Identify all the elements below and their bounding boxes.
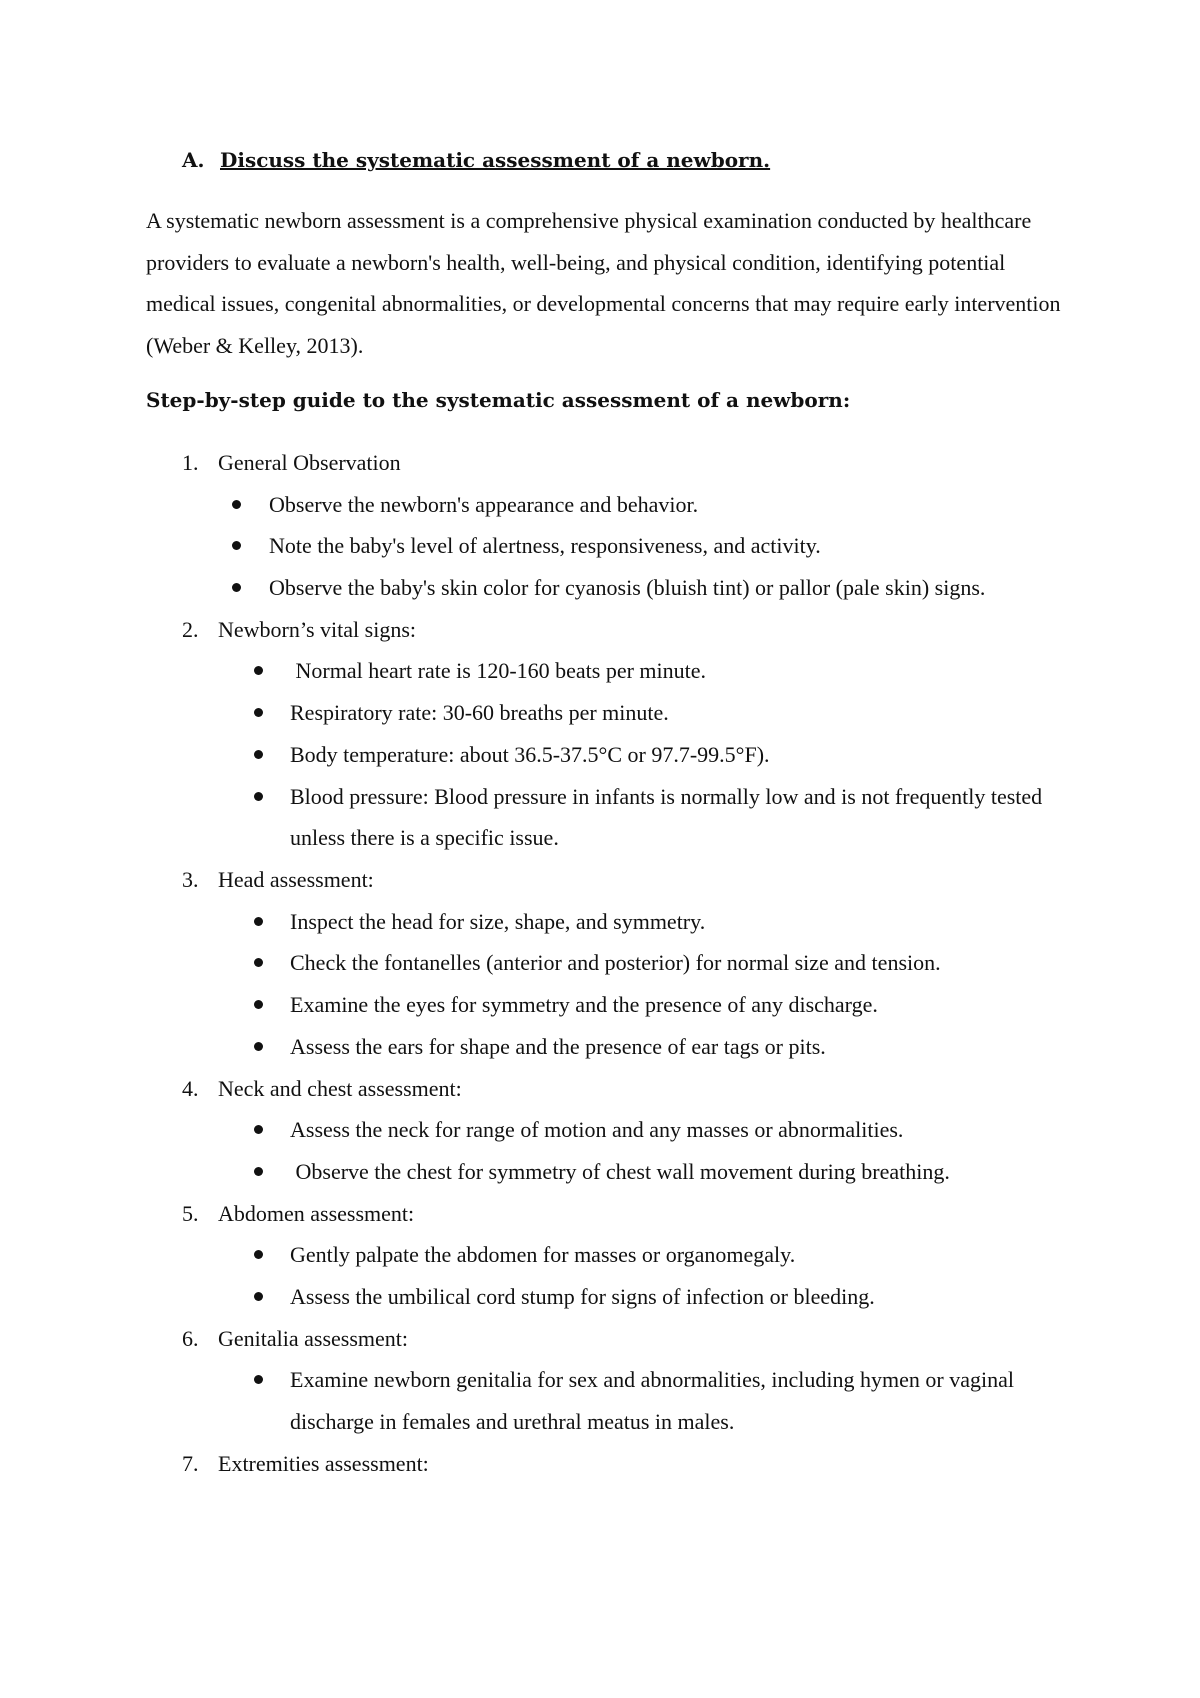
bullet-text: Examine newborn genitalia for sex and abnormalities, including hymen or vaginal discharge in females and urethral meatus in males.	[290, 1367, 1014, 1435]
bullet-item	[0, 901, 1200, 943]
step-title: Head assessment:	[218, 867, 374, 892]
section-letter: A.	[182, 148, 205, 172]
bullet-item	[0, 734, 1200, 776]
step-number: 5.	[182, 1200, 199, 1226]
bullet-text: Blood pressure: Blood pressure in infants is normally low and is not frequently tested unless there is a specific issue.	[290, 783, 1043, 851]
bullet-text: Respiratory rate: 30-60 breaths per minute.	[290, 700, 669, 726]
bullet-dot	[254, 1250, 263, 1259]
step-item	[0, 1193, 1200, 1235]
step-item	[0, 1443, 1200, 1485]
bullet-dot	[254, 1125, 263, 1134]
step-item	[0, 442, 1200, 484]
bullet-text: Normal heart rate is 120-160 beats per minute.	[290, 658, 707, 684]
bullet-dot	[254, 750, 263, 759]
bullet-text: Assess the umbilical cord stump for signs of infection or bleeding.	[290, 1283, 875, 1309]
bullet-text: Observe the chest for symmetry of chest wall movement during breathing.	[290, 1158, 950, 1184]
step-title: Extremities assessment:	[218, 1450, 429, 1476]
bullet-item	[0, 1151, 1200, 1193]
bullet-dot	[254, 1292, 263, 1301]
bullet-text: Observe the newborn's appearance and behavior.	[269, 491, 699, 517]
step-number: 3.	[182, 867, 199, 892]
bullet-item	[0, 692, 1200, 734]
bullet-item	[0, 942, 1200, 984]
bullet-dot	[254, 708, 263, 717]
bullet-item	[0, 1276, 1200, 1318]
step-title: Neck and chest assessment:	[218, 1075, 462, 1101]
bullet-item	[0, 984, 1200, 1026]
step-item	[0, 1318, 1200, 1360]
step-item	[0, 859, 1200, 901]
bullet-text: Gently palpate the abdomen for masses or organomegaly.	[290, 1242, 796, 1268]
bullet-text: Examine the eyes for symmetry and the presence of any discharge.	[290, 992, 878, 1018]
step-number: 1.	[182, 450, 199, 475]
step-title: General Observation	[218, 450, 401, 475]
bullet-text: Note the baby's level of alertness, responsiveness, and activity.	[269, 533, 821, 559]
step-title: Newborn’s vital signs:	[218, 616, 416, 642]
section-title: Discuss the systematic assessment of a newborn.	[220, 148, 771, 172]
bullet-dot	[232, 583, 241, 592]
bullet-item	[0, 650, 1200, 692]
step-title: Genitalia assessment:	[218, 1325, 409, 1351]
bullet-dot	[254, 1167, 263, 1176]
steps-list	[0, 442, 1200, 1484]
bullet-item	[0, 525, 1200, 567]
bullet-dot	[254, 792, 263, 801]
step-number: 2.	[182, 616, 199, 642]
bullet-dot	[254, 1042, 263, 1051]
bullet-text: Assess the ears for shape and the presence of ear tags or pits.	[290, 1033, 826, 1059]
bullet-text: Assess the neck for range of motion and any masses or abnormalities.	[290, 1117, 904, 1143]
step-number: 4.	[182, 1075, 199, 1101]
guide-subheading: Step-by-step guide to the systematic assessment of a newborn:	[146, 388, 851, 412]
step-item	[0, 609, 1200, 651]
bullet-text: Body temperature: about 36.5-37.5°C or 97.7-99.5°F).	[290, 741, 770, 767]
bullet-item	[0, 1234, 1200, 1276]
step-number: 6.	[182, 1325, 199, 1351]
bullet-dot	[232, 500, 241, 509]
bullet-text: Observe the baby's skin color for cyanosis (bluish tint) or pallor (pale skin) signs.	[269, 575, 986, 601]
intro-paragraph: A systematic newborn assessment is a comprehensive physical examination conducted by healthcare providers to evaluate a newborn's health, well-being, and physical condition, identifying potential medical issues, congenital abnormalities, or developmental concerns that may require early intervention (Weber & Kelley, 2013).	[146, 208, 1061, 358]
bullet-text: Inspect the head for size, shape, and symmetry.	[290, 908, 706, 934]
bullet-item	[0, 1026, 1200, 1068]
bullet-text: Check the fontanelles (anterior and posterior) for normal size and tension.	[290, 950, 941, 976]
step-number: 7.	[182, 1450, 199, 1476]
bullet-item	[0, 567, 1200, 609]
bullet-dot	[232, 541, 241, 550]
bullet-dot	[254, 1000, 263, 1009]
bullet-dot	[254, 1375, 263, 1384]
bullet-item	[0, 1109, 1200, 1151]
step-item	[0, 1068, 1200, 1110]
bullet-item	[0, 776, 1200, 859]
bullet-dot	[254, 917, 263, 926]
bullet-dot	[254, 958, 263, 967]
bullet-dot	[254, 666, 263, 675]
bullet-item	[0, 1359, 1200, 1442]
step-title: Abdomen assessment:	[218, 1200, 415, 1226]
section-heading	[182, 148, 770, 172]
bullet-item	[0, 484, 1200, 526]
